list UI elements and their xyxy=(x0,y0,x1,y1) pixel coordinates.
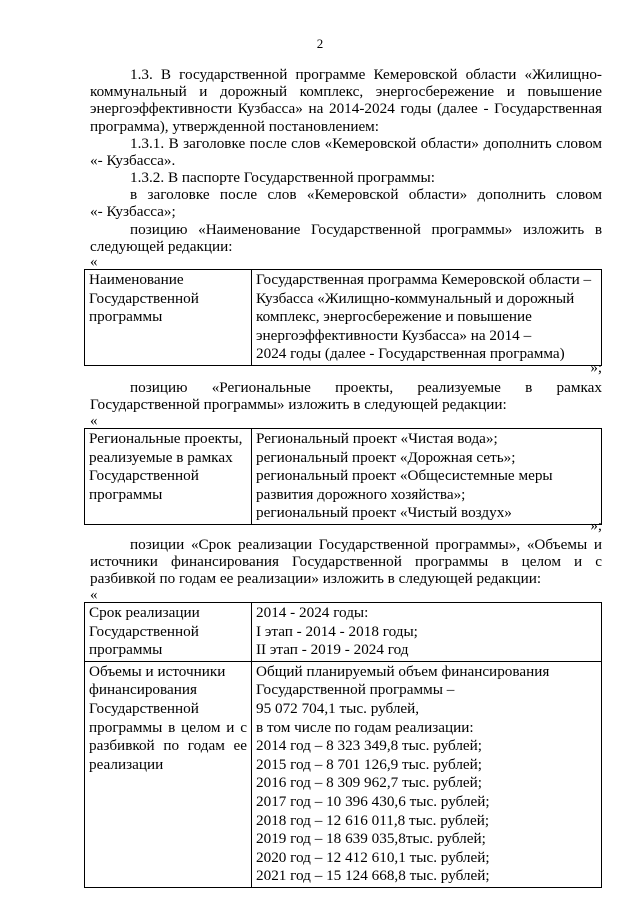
text-line: позиции «Срок реализации Государственной программы», «Объемы и xyxy=(130,536,602,553)
cell-line: реализуемые в рамках xyxy=(89,448,233,466)
page-number: 2 xyxy=(316,36,324,51)
cell-line: 2015 год – 8 701 126,9 тыс. рублей; xyxy=(256,755,483,773)
cell-line: региональный проект «Дорожная сеть»; xyxy=(256,448,516,466)
text-line: «- Кузбасса»; xyxy=(90,203,176,221)
cell-line: Наименование xyxy=(89,271,184,288)
cell-line: 2024 годы (далее - Государственная программа) xyxy=(256,345,565,363)
cell-line: Кузбасса «Жилищно-коммунальный и дорожный xyxy=(256,289,575,307)
table-cell-label xyxy=(85,270,252,366)
cell-line: программы xyxy=(89,641,163,659)
cell-line: региональный проект «Чистый воздух» xyxy=(256,504,512,522)
paragraph-1-3-2 xyxy=(90,169,602,255)
text-line: 1.3.1. В заголовке после слов «Кемеровской области» дополнить словом xyxy=(130,135,602,152)
passport-table-name xyxy=(84,269,602,366)
text-line: энергоэффективности Кузбасса» на 2014-2024 годы (далее - Государственная xyxy=(90,100,602,118)
table-row xyxy=(85,429,602,525)
cell-line: 2020 год – 12 412 610,1 тыс. рублей; xyxy=(256,848,490,866)
cell-line: Государственной xyxy=(89,622,199,640)
cell-line: программы в целом и с xyxy=(89,718,247,736)
quote-close: »; xyxy=(590,360,602,376)
table-row xyxy=(85,603,602,662)
paragraph-regional xyxy=(90,379,602,413)
cell-line: разбивкой по годам ее xyxy=(89,737,247,755)
cell-line: программы xyxy=(89,485,163,503)
cell-line: 2014 год – 8 323 349,8 тыс. рублей; xyxy=(256,737,483,755)
cell-line: 95 072 704,1 тыс. рублей, xyxy=(256,699,420,717)
cell-line: Государственной xyxy=(89,699,199,717)
passport-table-finance xyxy=(84,602,602,888)
paragraph-terms xyxy=(90,536,602,588)
text-line: разбивкой по годам ее реализации» изложить в следующей редакции: xyxy=(90,570,542,588)
text-line: программа), утвержденной постановлением: xyxy=(90,117,380,135)
text-line: «- Кузбасса». xyxy=(90,152,176,170)
text-line: 1.3. В государственной программе Кемеровской области «Жилищно- xyxy=(130,66,602,83)
cell-line: 2014 - 2024 годы: xyxy=(256,604,369,621)
quote-open: « xyxy=(90,413,98,429)
passport-table-regional xyxy=(84,428,602,525)
table-cell-value xyxy=(252,429,602,525)
cell-line: комплекс, энергосбережение и повышение xyxy=(256,308,532,326)
text-line: в заголовке после слов «Кемеровской области» дополнить словом xyxy=(130,186,602,204)
cell-line: 2018 год – 12 616 011,8 тыс. рублей; xyxy=(256,811,490,829)
text-line: позицию «Наименование Государственной программы» изложить в xyxy=(130,220,602,238)
table-cell-value xyxy=(252,270,602,366)
cell-line: Государственной xyxy=(89,467,199,485)
cell-line: энергоэффективности Кузбасса» на 2014 – xyxy=(256,326,532,344)
cell-line: Срок реализации xyxy=(89,604,200,621)
cell-line: Региональные проекты, xyxy=(89,430,243,447)
text-line: 1.3.2. В паспорте Государственной программы: xyxy=(130,169,435,186)
cell-line: реализации xyxy=(89,755,164,773)
cell-line: 2019 год – 18 639 035,8тыс. рублей; xyxy=(256,830,486,848)
text-line: источники финансирования Государственной программы в целом и с xyxy=(90,553,602,571)
cell-line: Региональный проект «Чистая вода»; xyxy=(256,430,498,447)
cell-line: региональный проект «Общесистемные меры xyxy=(256,467,553,485)
cell-line: программы xyxy=(89,308,163,326)
cell-line: II этап - 2019 - 2024 год xyxy=(256,641,409,659)
quote-open: « xyxy=(90,254,98,270)
text-line: следующей редакции: xyxy=(90,237,233,255)
quote-open: « xyxy=(90,587,98,603)
cell-line: Общий планируемый объем финансирования xyxy=(256,662,550,680)
cell-line: Государственная программа Кемеровской области – xyxy=(256,271,592,288)
cell-line: 2021 год – 15 124 668,8 тыс. рублей; xyxy=(256,867,490,885)
table-cell-label xyxy=(85,603,252,662)
table-cell-value xyxy=(252,661,602,887)
table-row xyxy=(85,270,602,366)
quote-close: »; xyxy=(590,518,602,534)
table-cell-value xyxy=(252,603,602,662)
cell-line: финансирования xyxy=(89,681,197,699)
cell-line: I этап - 2014 - 2018 годы; xyxy=(256,622,418,640)
table-cell-label xyxy=(85,661,252,887)
text-line: Государственной программы» изложить в следующей редакции: xyxy=(90,396,507,414)
cell-line: Государственной xyxy=(89,289,199,307)
cell-line: в том числе по годам реализации: xyxy=(256,718,474,736)
paragraph-1-3 xyxy=(90,66,602,135)
cell-line: Объемы и источники xyxy=(89,662,226,680)
cell-line: 2017 год – 10 396 430,6 тыс. рублей; xyxy=(256,792,490,810)
cell-line: Государственной программы – xyxy=(256,681,455,699)
cell-line: 2016 год – 8 309 962,7 тыс. рублей; xyxy=(256,774,483,792)
table-cell-label xyxy=(85,429,252,525)
paragraph-1-3-1 xyxy=(90,135,602,169)
table-row xyxy=(85,661,602,887)
text-line: позицию «Региональные проекты, реализуемые в рамках xyxy=(130,379,602,396)
text-line: коммунальный и дорожный комплекс, энергосбережение и повышение xyxy=(90,83,602,101)
cell-line: развития дорожного хозяйства»; xyxy=(256,485,466,503)
